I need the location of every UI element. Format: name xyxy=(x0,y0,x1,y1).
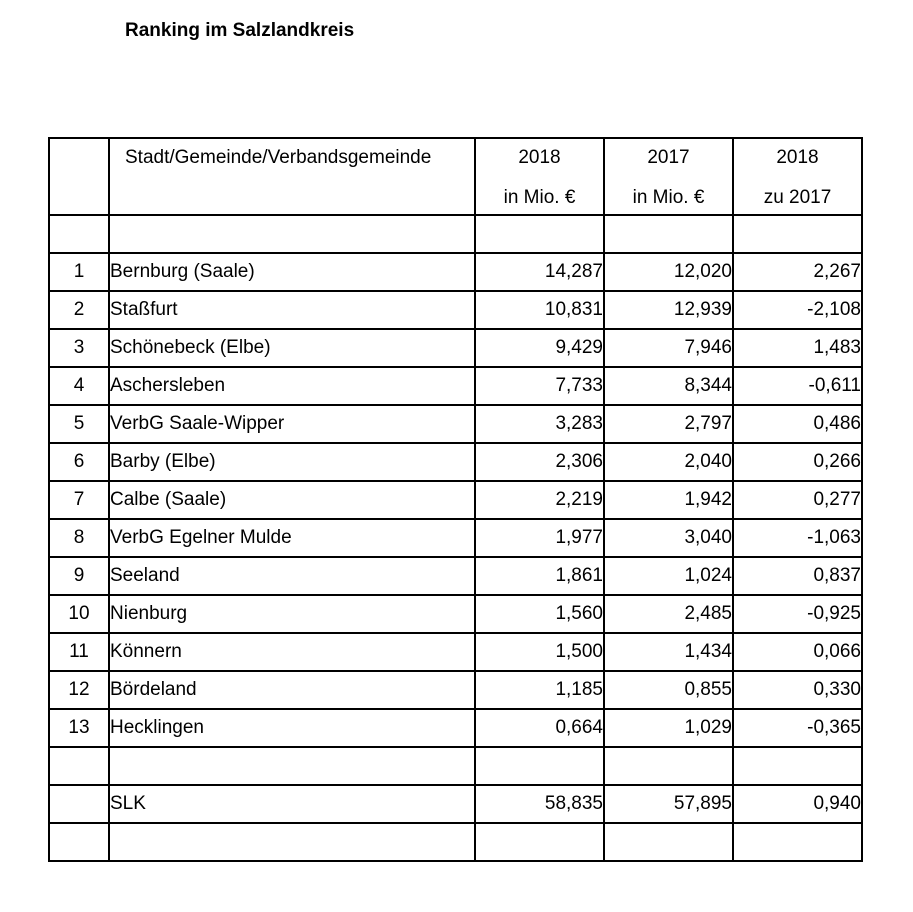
difference-value: 0,330 xyxy=(733,671,862,709)
rank-cell: 5 xyxy=(49,405,109,443)
value-2018: 1,185 xyxy=(475,671,604,709)
header-2018-unit: in Mio. € xyxy=(503,187,576,208)
header-name-label: Stadt/Gemeinde/Verbandsgemeinde xyxy=(125,147,432,168)
difference-value: -0,925 xyxy=(733,595,862,633)
value-2017: 2,797 xyxy=(604,405,733,443)
municipality-name: Aschersleben xyxy=(109,367,475,405)
value-2018: 9,429 xyxy=(475,329,604,367)
table-row xyxy=(49,367,862,405)
value-2018: 1,560 xyxy=(475,595,604,633)
rank-cell: 6 xyxy=(49,443,109,481)
value-2017: 2,040 xyxy=(604,443,733,481)
header-rank-cell xyxy=(49,138,109,215)
header-2017-cell xyxy=(604,138,733,215)
table-row xyxy=(49,709,862,747)
value-2018: 1,861 xyxy=(475,557,604,595)
value-2017: 1,029 xyxy=(604,709,733,747)
empty-cell xyxy=(604,215,733,253)
header-2018-year: 2018 xyxy=(518,147,561,168)
total-value-2017: 57,895 xyxy=(604,785,733,823)
empty-cell xyxy=(109,823,475,861)
table-row xyxy=(49,291,862,329)
value-2017: 2,485 xyxy=(604,595,733,633)
municipality-name: Barby (Elbe) xyxy=(109,443,475,481)
table-row xyxy=(49,443,862,481)
header-diff-label: zu 2017 xyxy=(763,187,832,208)
rank-cell: 1 xyxy=(49,253,109,291)
empty-cell xyxy=(49,215,109,253)
municipality-name: Hecklingen xyxy=(109,709,475,747)
rank-cell: 11 xyxy=(49,633,109,671)
difference-value: -0,611 xyxy=(733,367,862,405)
municipality-name: VerbG Egelner Mulde xyxy=(109,519,475,557)
value-2018: 2,306 xyxy=(475,443,604,481)
rank-cell: 3 xyxy=(49,329,109,367)
table-row xyxy=(49,253,862,291)
difference-value: -1,063 xyxy=(733,519,862,557)
difference-value: -2,108 xyxy=(733,291,862,329)
page-title: Ranking im Salzlandkreis xyxy=(125,20,355,41)
value-2017: 7,946 xyxy=(604,329,733,367)
header-2018-cell xyxy=(475,138,604,215)
value-2018: 10,831 xyxy=(475,291,604,329)
total-difference: 0,940 xyxy=(733,785,862,823)
value-2017: 0,855 xyxy=(604,671,733,709)
rank-cell: 4 xyxy=(49,367,109,405)
difference-value: 0,277 xyxy=(733,481,862,519)
empty-cell xyxy=(49,747,109,785)
total-row xyxy=(49,785,862,823)
value-2018: 3,283 xyxy=(475,405,604,443)
municipality-name: Seeland xyxy=(109,557,475,595)
value-2018: 0,664 xyxy=(475,709,604,747)
rank-cell: 12 xyxy=(49,671,109,709)
empty-cell xyxy=(49,823,109,861)
table-row xyxy=(49,481,862,519)
municipality-name: VerbG Saale-Wipper xyxy=(109,405,475,443)
empty-cell xyxy=(733,823,862,861)
value-2017: 1,942 xyxy=(604,481,733,519)
value-2017: 1,434 xyxy=(604,633,733,671)
value-2017: 1,024 xyxy=(604,557,733,595)
empty-cell xyxy=(475,747,604,785)
rank-cell: 13 xyxy=(49,709,109,747)
value-2017: 3,040 xyxy=(604,519,733,557)
empty-row xyxy=(49,747,862,785)
difference-value: 0,266 xyxy=(733,443,862,481)
table-row xyxy=(49,405,862,443)
value-2018: 2,219 xyxy=(475,481,604,519)
empty-cell xyxy=(109,747,475,785)
rank-cell: 9 xyxy=(49,557,109,595)
ranking-table xyxy=(48,137,863,862)
difference-value: 0,486 xyxy=(733,405,862,443)
total-value-2018: 58,835 xyxy=(475,785,604,823)
empty-cell xyxy=(475,823,604,861)
empty-cell xyxy=(475,215,604,253)
empty-cell xyxy=(733,747,862,785)
empty-cell xyxy=(604,823,733,861)
municipality-name: Nienburg xyxy=(109,595,475,633)
total-name: SLK xyxy=(109,785,475,823)
header-2017-unit: in Mio. € xyxy=(632,187,705,208)
table-row xyxy=(49,519,862,557)
table-row xyxy=(49,633,862,671)
empty-cell xyxy=(604,747,733,785)
table-row xyxy=(49,557,862,595)
table-row xyxy=(49,595,862,633)
table-header-row xyxy=(49,138,862,215)
difference-value: -0,365 xyxy=(733,709,862,747)
header-name-cell xyxy=(109,138,475,215)
municipality-name: Calbe (Saale) xyxy=(109,481,475,519)
value-2017: 12,020 xyxy=(604,253,733,291)
difference-value: 2,267 xyxy=(733,253,862,291)
header-diff-cell xyxy=(733,138,862,215)
municipality-name: Schönebeck (Elbe) xyxy=(109,329,475,367)
empty-row xyxy=(49,215,862,253)
value-2017: 8,344 xyxy=(604,367,733,405)
table-row xyxy=(49,671,862,709)
rank-cell: 8 xyxy=(49,519,109,557)
total-rank-cell xyxy=(49,785,109,823)
value-2018: 1,977 xyxy=(475,519,604,557)
rank-cell: 10 xyxy=(49,595,109,633)
municipality-name: Bördeland xyxy=(109,671,475,709)
table-row xyxy=(49,329,862,367)
header-2017-year: 2017 xyxy=(647,147,690,168)
empty-cell xyxy=(109,215,475,253)
difference-value: 0,066 xyxy=(733,633,862,671)
empty-cell xyxy=(733,215,862,253)
value-2018: 14,287 xyxy=(475,253,604,291)
header-diff-year: 2018 xyxy=(776,147,819,168)
value-2018: 7,733 xyxy=(475,367,604,405)
rank-cell: 7 xyxy=(49,481,109,519)
municipality-name: Bernburg (Saale) xyxy=(109,253,475,291)
municipality-name: Könnern xyxy=(109,633,475,671)
empty-row xyxy=(49,823,862,861)
difference-value: 0,837 xyxy=(733,557,862,595)
difference-value: 1,483 xyxy=(733,329,862,367)
rank-cell: 2 xyxy=(49,291,109,329)
value-2018: 1,500 xyxy=(475,633,604,671)
value-2017: 12,939 xyxy=(604,291,733,329)
municipality-name: Staßfurt xyxy=(109,291,475,329)
